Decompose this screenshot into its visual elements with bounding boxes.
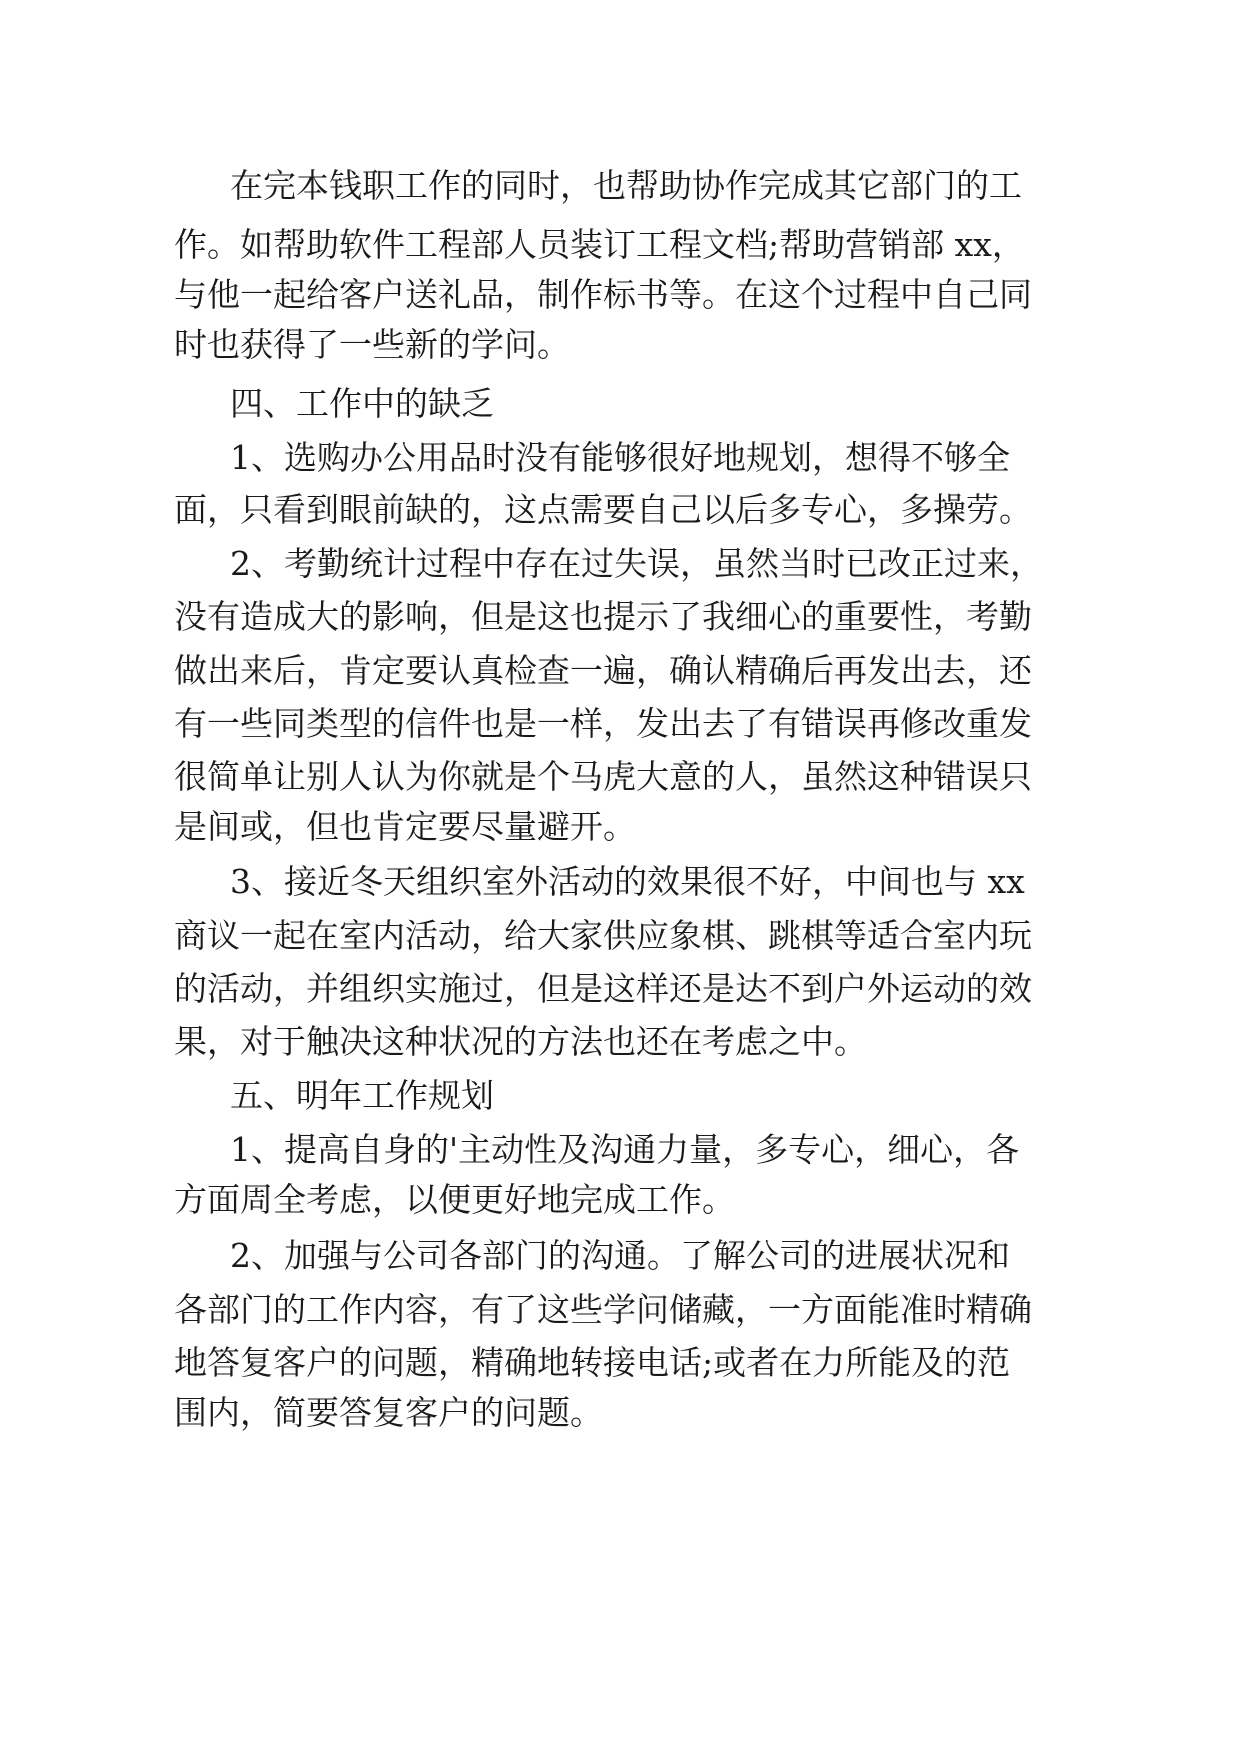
- section-heading: 五、明年工作规划: [230, 1076, 494, 1115]
- text-line: 地答复客户的问题，精确地转接电话;或者在力所能及的范: [174, 1343, 1011, 1382]
- text-line: 作。如帮助软件工程部人员装订工程文档;帮助营销部 xx，: [174, 225, 1025, 264]
- text-line: 1、选购办公用品时没有能够很好地规划，想得不够全: [230, 438, 1010, 477]
- text-line: 各部门的工作内容，有了这些学问储藏，一方面能准时精确: [174, 1290, 1032, 1329]
- text-line: 3、接近冬天组织室外活动的效果很不好，中间也与 xx: [230, 862, 1025, 901]
- text-line: 果，对于触决这种状况的方法也还在考虑之中。: [174, 1022, 867, 1061]
- text-line: 在完本钱职工作的同时，也帮助协作完成其它部门的工: [230, 166, 1022, 205]
- text-line: 没有造成大的影响，但是这也提示了我细心的重要性，考勤: [174, 597, 1032, 636]
- text-line: 时也获得了一些新的学问。: [174, 325, 570, 364]
- text-line: 有一些同类型的信件也是一样，发出去了有错误再修改重发: [174, 704, 1032, 743]
- text-line: 面，只看到眼前缺的，这点需要自己以后多专心，多操劳。: [174, 490, 1032, 529]
- text-line: 很简单让别人认为你就是个马虎大意的人，虽然这种错误只: [174, 757, 1032, 796]
- text-line: 方面周全考虑，以便更好地完成工作。: [174, 1180, 735, 1219]
- text-line: 1、提高自身的'主动性及沟通力量，多专心，细心，各: [230, 1130, 1020, 1169]
- text-line: 与他一起给客户送礼品，制作标书等。在这个过程中自己同: [174, 275, 1032, 314]
- text-line: 围内，简要答复客户的问题。: [174, 1393, 603, 1432]
- text-line: 2、考勤统计过程中存在过失误，虽然当时已改正过来，: [230, 544, 1043, 583]
- text-line: 商议一起在室内活动，给大家供应象棋、跳棋等适合室内玩: [174, 916, 1032, 955]
- section-heading: 四、工作中的缺乏: [230, 384, 494, 423]
- text-line: 的活动，并组织实施过，但是这样还是达不到户外运动的效: [174, 969, 1032, 1008]
- text-line: 做出来后，肯定要认真检查一遍，确认精确后再发出去，还: [174, 651, 1032, 690]
- text-line: 2、加强与公司各部门的沟通。了解公司的进展状况和: [230, 1236, 1010, 1275]
- text-line: 是间或，但也肯定要尽量避开。: [174, 807, 636, 846]
